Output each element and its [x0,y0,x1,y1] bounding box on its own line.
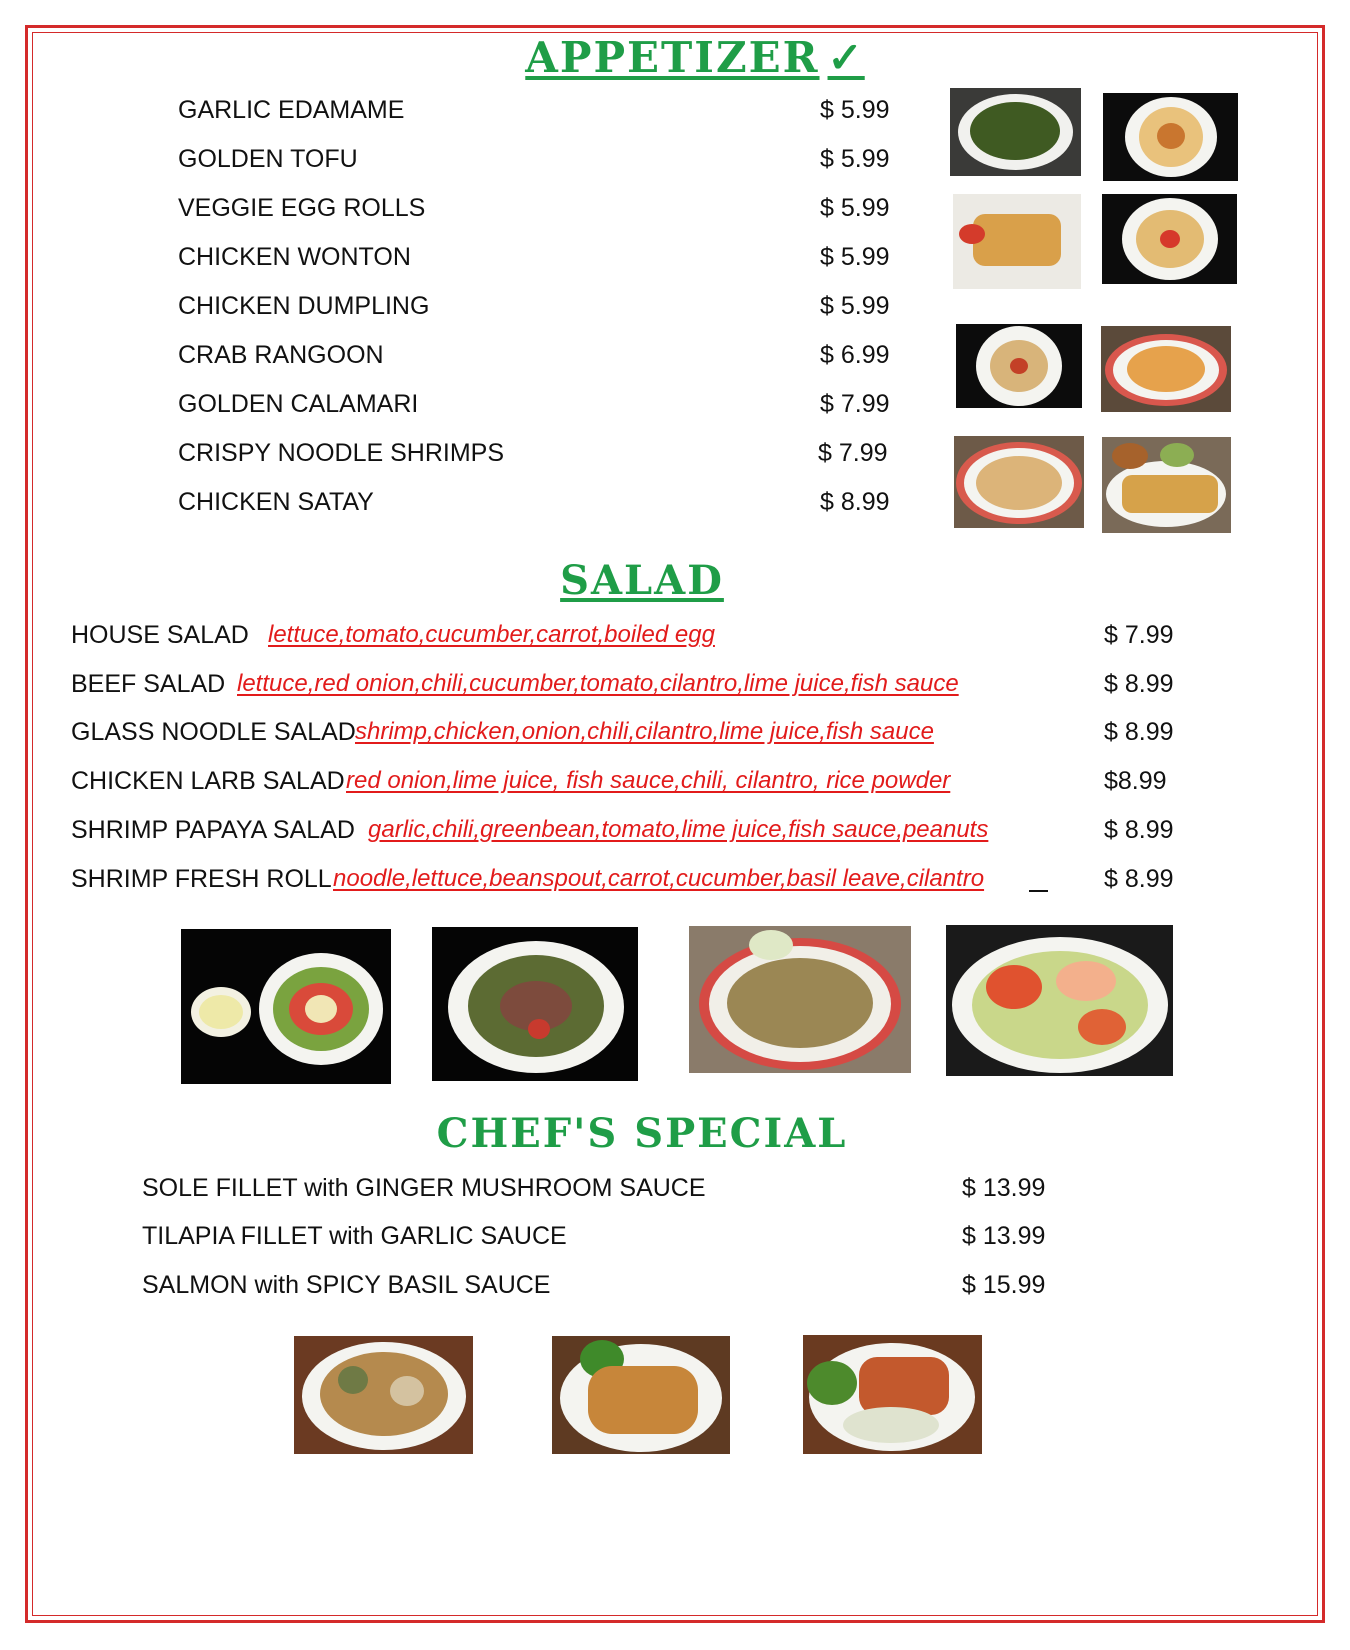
item-name: CHICKEN SATAY [178,488,374,516]
item-description: shrimp,chicken,onion,chili,cilantro,lime juice,fish sauce [355,718,934,745]
item-price: $ 5.99 [820,145,890,173]
item-price: $ 15.99 [962,1271,1046,1299]
item-name: GOLDEN CALAMARI [178,390,419,418]
item-name: GARLIC EDAMAME [178,96,405,124]
photo-tilapia-fillet [552,1336,730,1454]
photo-salmon-basil [803,1335,982,1454]
item-price: $ 8.99 [1104,718,1174,746]
item-price: $ 13.99 [962,1222,1046,1250]
item-name: SALMON with SPICY BASIL SAUCE [142,1271,551,1299]
item-price: $ 5.99 [820,194,890,222]
item-name: CRISPY NOODLE SHRIMPS [178,439,505,467]
item-name: VEGGIE EGG ROLLS [178,194,426,222]
item-price: $ 6.99 [820,341,890,369]
item-price: $ 5.99 [820,243,890,271]
item-name: SHRIMP PAPAYA SALAD [71,816,355,844]
item-name: CHICKEN DUMPLING [178,292,430,320]
photo-golden-calamari [1101,326,1231,412]
item-name: TILAPIA FILLET with GARLIC SAUCE [142,1222,567,1250]
photo-veggie-egg-rolls [953,194,1081,289]
item-name: CHICKEN WONTON [178,243,411,271]
item-price: $ 7.99 [820,390,890,418]
item-name: SOLE FILLET with GINGER MUSHROOM SAUCE [142,1174,706,1202]
chefs-special-heading [437,1109,848,1159]
photo-sole-fillet [294,1336,473,1454]
item-price: $ 8.99 [820,488,890,516]
appetizer-heading [525,32,864,84]
chefs-special-title: CHEF'S SPECIAL [436,1110,848,1157]
photo-garlic-edamame [950,88,1081,176]
item-name: BEEF SALAD [71,670,226,698]
salad-heading [560,556,724,606]
item-name: GOLDEN TOFU [178,145,358,173]
item-price: $ 8.99 [1104,670,1174,698]
photo-chicken-larb-salad [689,926,911,1073]
photo-chicken-satay [1102,437,1231,533]
item-name: SHRIMP FRESH ROLL [71,865,332,893]
photo-chicken-dumpling [956,324,1082,408]
item-price: $8.99 [1104,767,1167,795]
item-description: red onion,lime juice, fish sauce,chili, cilantro, rice powder [346,767,951,794]
salad-title: SALAD [560,557,724,604]
item-price: $ 8.99 [1104,816,1174,844]
item-description: noodle,lettuce,beanspout,carrot,cucumber,basil leave,cilantro [333,865,985,892]
item-description: lettuce,tomato,cucumber,carrot,boiled egg [268,621,715,648]
appetizer-title: APPETIZER [525,33,820,82]
item-price: $ 7.99 [818,439,888,467]
item-name: CHICKEN LARB SALAD [71,767,345,795]
item-price: $ 5.99 [820,96,890,124]
item-price: $ 8.99 [1104,865,1174,893]
item-description: lettuce,red onion,chili,cucumber,tomato,cilantro,lime juice,fish sauce [237,670,959,697]
item-price: $ 13.99 [962,1174,1046,1202]
photo-golden-tofu [1103,93,1238,181]
photo-house-salad [181,929,391,1084]
item-price: $ 7.99 [1104,621,1174,649]
photo-beef-salad [432,927,638,1081]
item-name: HOUSE SALAD [71,621,249,649]
photo-shrimp-papaya-salad [946,925,1173,1076]
photo-crispy-noodle-shrimps [954,436,1084,528]
item-description: garlic,chili,greenbean,tomato,lime juice,fish sauce,peanuts [368,816,989,843]
check-icon: ✓ [827,33,865,82]
item-name: CRAB RANGOON [178,341,384,369]
item-price: $ 5.99 [820,292,890,320]
photo-chicken-wonton [1102,194,1237,284]
item-name: GLASS NOODLE SALAD [71,718,356,746]
underline-mark [1029,890,1048,892]
